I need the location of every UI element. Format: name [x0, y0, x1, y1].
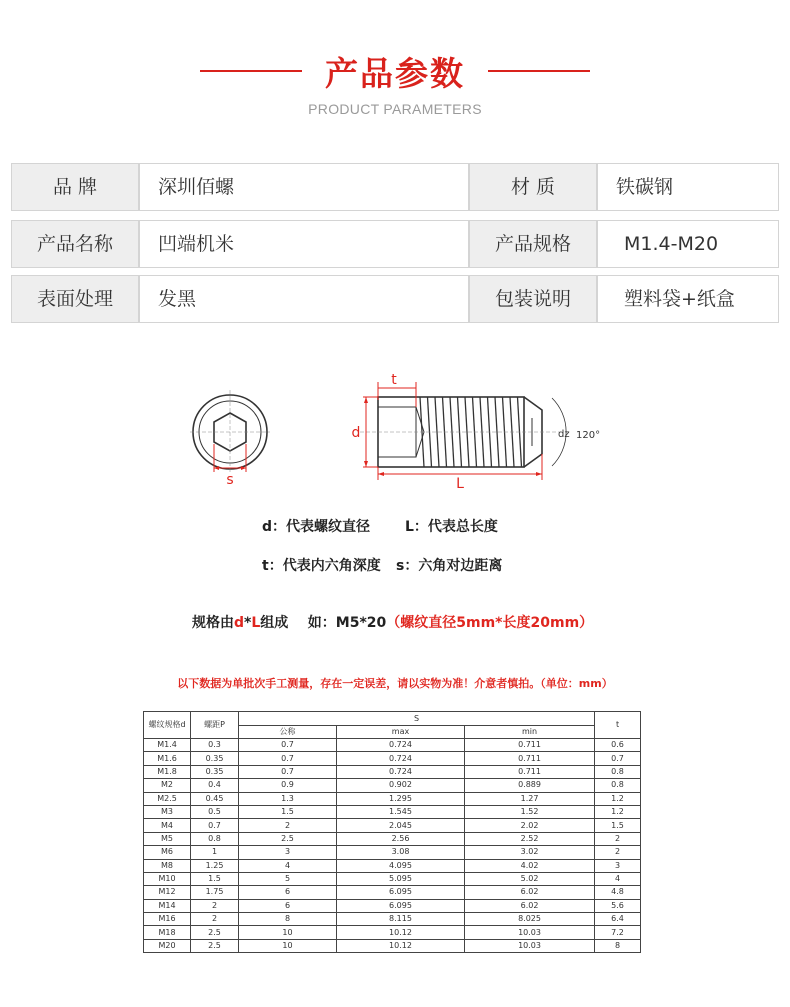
table-row [144, 739, 641, 752]
spec-d: d [234, 615, 245, 631]
table-cell: 2.02 [465, 819, 595, 832]
table-cell: M3 [144, 805, 191, 818]
table-cell: 1.295 [337, 792, 465, 805]
table-cell: M2 [144, 779, 191, 792]
table-cell: 0.724 [337, 752, 465, 765]
table-row [144, 765, 641, 778]
table-cell: M4 [144, 819, 191, 832]
table-cell: 1.75 [191, 886, 239, 899]
params-row [11, 220, 779, 268]
table-cell: 1.27 [465, 792, 595, 805]
table-cell: 10.03 [465, 939, 595, 952]
table-cell: 0.8 [191, 832, 239, 845]
header-max: max [337, 726, 465, 739]
legend-d: d：代表螺纹直径 [262, 519, 371, 535]
table-cell: 6.02 [465, 899, 595, 912]
table-cell: 2 [595, 832, 641, 845]
table-cell: 1.3 [239, 792, 337, 805]
table-cell: 2.5 [191, 939, 239, 952]
table-cell: 4.095 [337, 859, 465, 872]
label-L: L [456, 476, 464, 492]
table-cell: 3 [239, 846, 337, 859]
header-nominal: 公称 [239, 726, 337, 739]
table-cell: 1.5 [191, 872, 239, 885]
header-t: t [595, 712, 641, 739]
table-row [144, 926, 641, 939]
table-cell: M6 [144, 846, 191, 859]
table-cell: 10 [239, 939, 337, 952]
table-cell: 0.35 [191, 752, 239, 765]
table-cell: 7.2 [595, 926, 641, 939]
set-screw-diagram [180, 360, 620, 500]
table-cell: 8.025 [465, 913, 595, 926]
param-value: M1.4-M20 [598, 221, 778, 267]
param-value: 凹端机米 [140, 221, 468, 267]
label-t: t [391, 372, 397, 388]
table-cell: 2.5 [191, 926, 239, 939]
table-cell: 1.5 [239, 805, 337, 818]
table-cell: 0.7 [191, 819, 239, 832]
table-cell: 0.711 [465, 765, 595, 778]
table-cell: 3.08 [337, 846, 465, 859]
spec-middle: 组成 如：M5*20 [260, 615, 387, 631]
param-value: 塑料袋+纸盒 [598, 276, 778, 322]
table-cell: M20 [144, 939, 191, 952]
table-cell: 6 [239, 899, 337, 912]
table-cell: 8.115 [337, 913, 465, 926]
table-cell: 0.7 [595, 752, 641, 765]
spec-prefix: 规格由 [192, 615, 234, 631]
table-cell: 5.02 [465, 872, 595, 885]
table-cell: 6.4 [595, 913, 641, 926]
table-cell: 6 [239, 886, 337, 899]
table-row [144, 859, 641, 872]
param-label: 材 质 [470, 164, 596, 210]
params-row [11, 163, 779, 211]
table-cell: 1.5 [595, 819, 641, 832]
param-label: 表面处理 [12, 276, 138, 322]
spec-star: * [244, 615, 252, 631]
label-dz: dz [558, 429, 570, 440]
table-cell: 0.4 [191, 779, 239, 792]
table-cell: 0.45 [191, 792, 239, 805]
table-cell: 3 [595, 859, 641, 872]
table-cell: M2.5 [144, 792, 191, 805]
label-angle: 120° [576, 430, 601, 441]
table-cell: 5 [239, 872, 337, 885]
table-cell: 0.5 [191, 805, 239, 818]
table-cell: 1.52 [465, 805, 595, 818]
table-cell: 4.02 [465, 859, 595, 872]
table-cell: 0.3 [191, 739, 239, 752]
table-cell: 3.02 [465, 846, 595, 859]
table-cell: 1.2 [595, 792, 641, 805]
table-cell: 2.52 [465, 832, 595, 845]
table-cell: 0.724 [337, 739, 465, 752]
table-cell: 2 [239, 819, 337, 832]
table-cell: 0.724 [337, 765, 465, 778]
table-cell: 6.095 [337, 899, 465, 912]
table-cell: 6.095 [337, 886, 465, 899]
table-cell: 4 [239, 859, 337, 872]
table-row [144, 792, 641, 805]
table-cell: 2.045 [337, 819, 465, 832]
table-cell: 6.02 [465, 886, 595, 899]
table-cell: M1.4 [144, 739, 191, 752]
end-view [190, 390, 270, 474]
legend-t: t：代表内六角深度 [262, 558, 381, 574]
table-cell: 1.545 [337, 805, 465, 818]
table-cell: 4 [595, 872, 641, 885]
table-row [144, 913, 641, 926]
table-cell: 5.095 [337, 872, 465, 885]
table-cell: 0.9 [239, 779, 337, 792]
table-cell: M16 [144, 913, 191, 926]
legend-s: s：六角对边距离 [396, 558, 503, 574]
table-cell: M10 [144, 872, 191, 885]
params-row [11, 275, 779, 323]
table-cell: 2 [191, 899, 239, 912]
table-cell: 5.6 [595, 899, 641, 912]
table-cell: M5 [144, 832, 191, 845]
header-s: S [239, 712, 595, 726]
table-cell: M18 [144, 926, 191, 939]
table-cell: 8 [595, 939, 641, 952]
side-view [360, 397, 560, 467]
param-label: 产品名称 [12, 221, 138, 267]
table-row [144, 846, 641, 859]
header-divider-right [488, 70, 590, 72]
param-label: 品 牌 [12, 164, 138, 210]
table-row [144, 752, 641, 765]
table-cell: 0.7 [239, 739, 337, 752]
label-s: s [226, 472, 234, 488]
table-row [144, 832, 641, 845]
table-cell: 0.7 [239, 752, 337, 765]
table-row [144, 872, 641, 885]
table-header-row [144, 712, 641, 726]
measurement-notice: 以下数据为单批次手工测量，存在一定误差，请以实物为准！介意者慎拍。（单位：mm） [177, 677, 613, 690]
table-cell: M8 [144, 859, 191, 872]
table-cell: 0.889 [465, 779, 595, 792]
table-cell: M1.8 [144, 765, 191, 778]
table-cell: 8 [239, 913, 337, 926]
dimension-table [143, 711, 641, 953]
table-cell: 0.8 [595, 765, 641, 778]
spec-line [192, 612, 593, 632]
param-value: 铁碳钢 [598, 164, 778, 210]
table-row [144, 886, 641, 899]
param-label: 产品规格 [470, 221, 596, 267]
table-cell: 0.711 [465, 752, 595, 765]
table-cell: 0.7 [239, 765, 337, 778]
table-row [144, 805, 641, 818]
table-cell: M12 [144, 886, 191, 899]
table-cell: 10.03 [465, 926, 595, 939]
header-pitch: 螺距P [191, 712, 239, 739]
spec-example: （螺纹直径5mm*长度20mm） [386, 615, 594, 631]
page-title: 产品参数 [325, 54, 465, 93]
legend-L: L：代表总长度 [405, 519, 498, 535]
table-cell: M14 [144, 899, 191, 912]
table-cell: 10 [239, 926, 337, 939]
table-cell: 1 [191, 846, 239, 859]
table-cell: 0.35 [191, 765, 239, 778]
table-cell: 0.8 [595, 779, 641, 792]
table-cell: 2.5 [239, 832, 337, 845]
table-row [144, 899, 641, 912]
param-value: 发黑 [140, 276, 468, 322]
page-subtitle: PRODUCT PARAMETERS [308, 101, 482, 117]
table-cell: 2.56 [337, 832, 465, 845]
table-cell: 1.2 [595, 805, 641, 818]
header-divider-left [200, 70, 302, 72]
table-cell: 0.902 [337, 779, 465, 792]
label-d: d [351, 425, 361, 441]
table-row [144, 779, 641, 792]
table-cell: 10.12 [337, 939, 465, 952]
table-cell: 1.25 [191, 859, 239, 872]
table-cell: M1.6 [144, 752, 191, 765]
param-label: 包装说明 [470, 276, 596, 322]
spec-L: L [251, 615, 261, 631]
table-cell: 0.711 [465, 739, 595, 752]
table-cell: 0.6 [595, 739, 641, 752]
param-value: 深圳佰螺 [140, 164, 468, 210]
table-cell: 10.12 [337, 926, 465, 939]
header-thread-size: 螺纹规格d [144, 712, 191, 739]
table-cell: 2 [191, 913, 239, 926]
table-row [144, 819, 641, 832]
table-row [144, 939, 641, 952]
table-cell: 2 [595, 846, 641, 859]
table-cell: 4.8 [595, 886, 641, 899]
header-min: min [465, 726, 595, 739]
